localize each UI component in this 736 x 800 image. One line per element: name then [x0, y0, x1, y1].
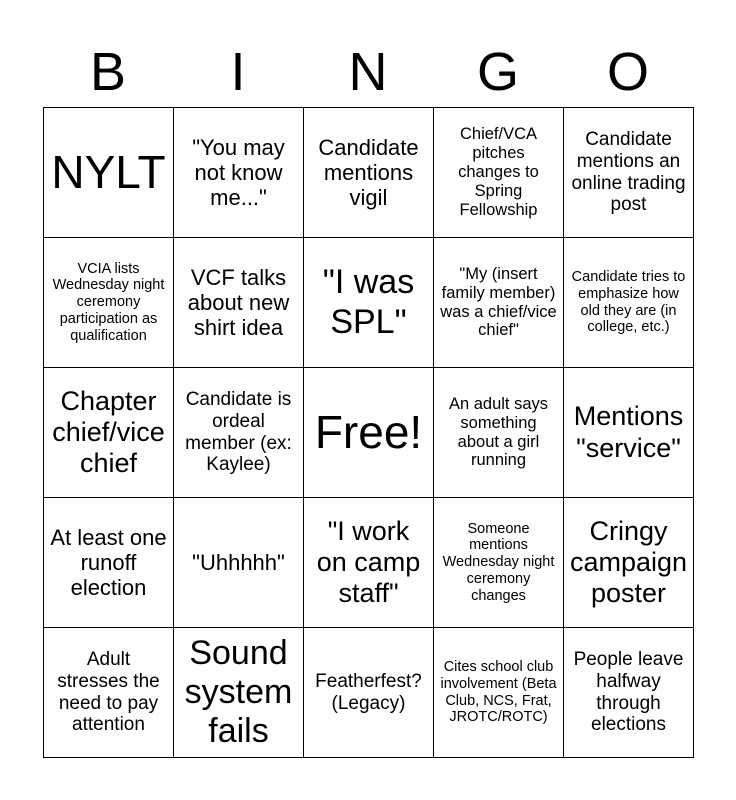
cell-text: "My (insert family member) was a chief/vice chief" [440, 264, 557, 340]
cell-text: People leave halfway through elections [573, 648, 684, 736]
cell-text: NYLT [51, 146, 166, 199]
bingo-cell[interactable] [434, 628, 564, 758]
bingo-cell[interactable] [434, 498, 564, 628]
cell-text: Candidate mentions an online trading post [571, 128, 686, 216]
header-letter-b: B [89, 42, 127, 102]
bingo-cell[interactable] [434, 238, 564, 368]
bingo-cell[interactable] [174, 238, 304, 368]
cell-text: Candidate tries to emphasize how old they are (in college, etc.) [571, 269, 686, 336]
bingo-cell[interactable] [174, 628, 304, 758]
cell-text: Someone mentions Wednesday night ceremony changes [442, 520, 555, 604]
bingo-cell[interactable] [174, 498, 304, 628]
bingo-cell[interactable] [304, 628, 434, 758]
cell-text: "Uhhhhh" [192, 549, 285, 575]
header-letter-g: G [476, 42, 519, 102]
bingo-cell[interactable] [434, 108, 564, 238]
cell-text: Cringy campaign poster [569, 515, 688, 609]
bingo-cell[interactable] [564, 368, 694, 498]
cell-text: An adult says something about a girl running [448, 394, 549, 470]
header-letter-o: O [606, 42, 649, 102]
cell-text: Sound system fails [184, 633, 293, 751]
bingo-cell[interactable] [564, 238, 694, 368]
bingo-cell[interactable] [44, 498, 174, 628]
cell-text: "I work on camp staff" [316, 515, 421, 609]
bingo-cell[interactable] [434, 368, 564, 498]
bingo-cell[interactable] [174, 108, 304, 238]
free-space-text: Free! [314, 406, 423, 459]
cell-text: VCF talks about new shirt idea [187, 264, 290, 341]
bingo-cell[interactable] [44, 368, 174, 498]
cell-text: "I was SPL" [322, 263, 415, 341]
bingo-cell[interactable] [564, 498, 694, 628]
free-space-cell[interactable] [304, 368, 434, 498]
bingo-cell[interactable] [44, 238, 174, 368]
cell-text: Candidate is ordeal member (ex: Kaylee) [185, 388, 292, 476]
bingo-board [43, 107, 694, 758]
cell-text: Candidate mentions vigil [318, 134, 419, 211]
cell-text: Cites school club involvement (Beta Club, NCS, Frat, JROTC/ROTC) [440, 659, 557, 726]
bingo-cell[interactable] [304, 238, 434, 368]
cell-text: Adult stresses the need to pay attention [57, 648, 160, 736]
bingo-cell[interactable] [44, 108, 174, 238]
cell-text: Featherfest? (Legacy) [315, 670, 422, 714]
cell-text: At least one runoff election [50, 524, 167, 601]
cell-text: Chapter chief/vice chief [52, 385, 165, 479]
header-letter-n: N [348, 42, 388, 102]
bingo-cell[interactable] [304, 108, 434, 238]
cell-text: VCIA lists Wednesday night ceremony participation as qualification [52, 260, 165, 344]
bingo-cell[interactable] [174, 368, 304, 498]
bingo-cell[interactable] [304, 498, 434, 628]
header-letter-i: I [230, 42, 246, 102]
cell-text: Mentions "service" [573, 401, 684, 463]
bingo-cell[interactable] [564, 628, 694, 758]
bingo-header [43, 40, 693, 104]
cell-text: Chief/VCA pitches changes to Spring Fellowship [458, 125, 539, 219]
bingo-cell[interactable] [564, 108, 694, 238]
bingo-cell[interactable] [44, 628, 174, 758]
cell-text: "You may not know me..." [192, 134, 285, 211]
